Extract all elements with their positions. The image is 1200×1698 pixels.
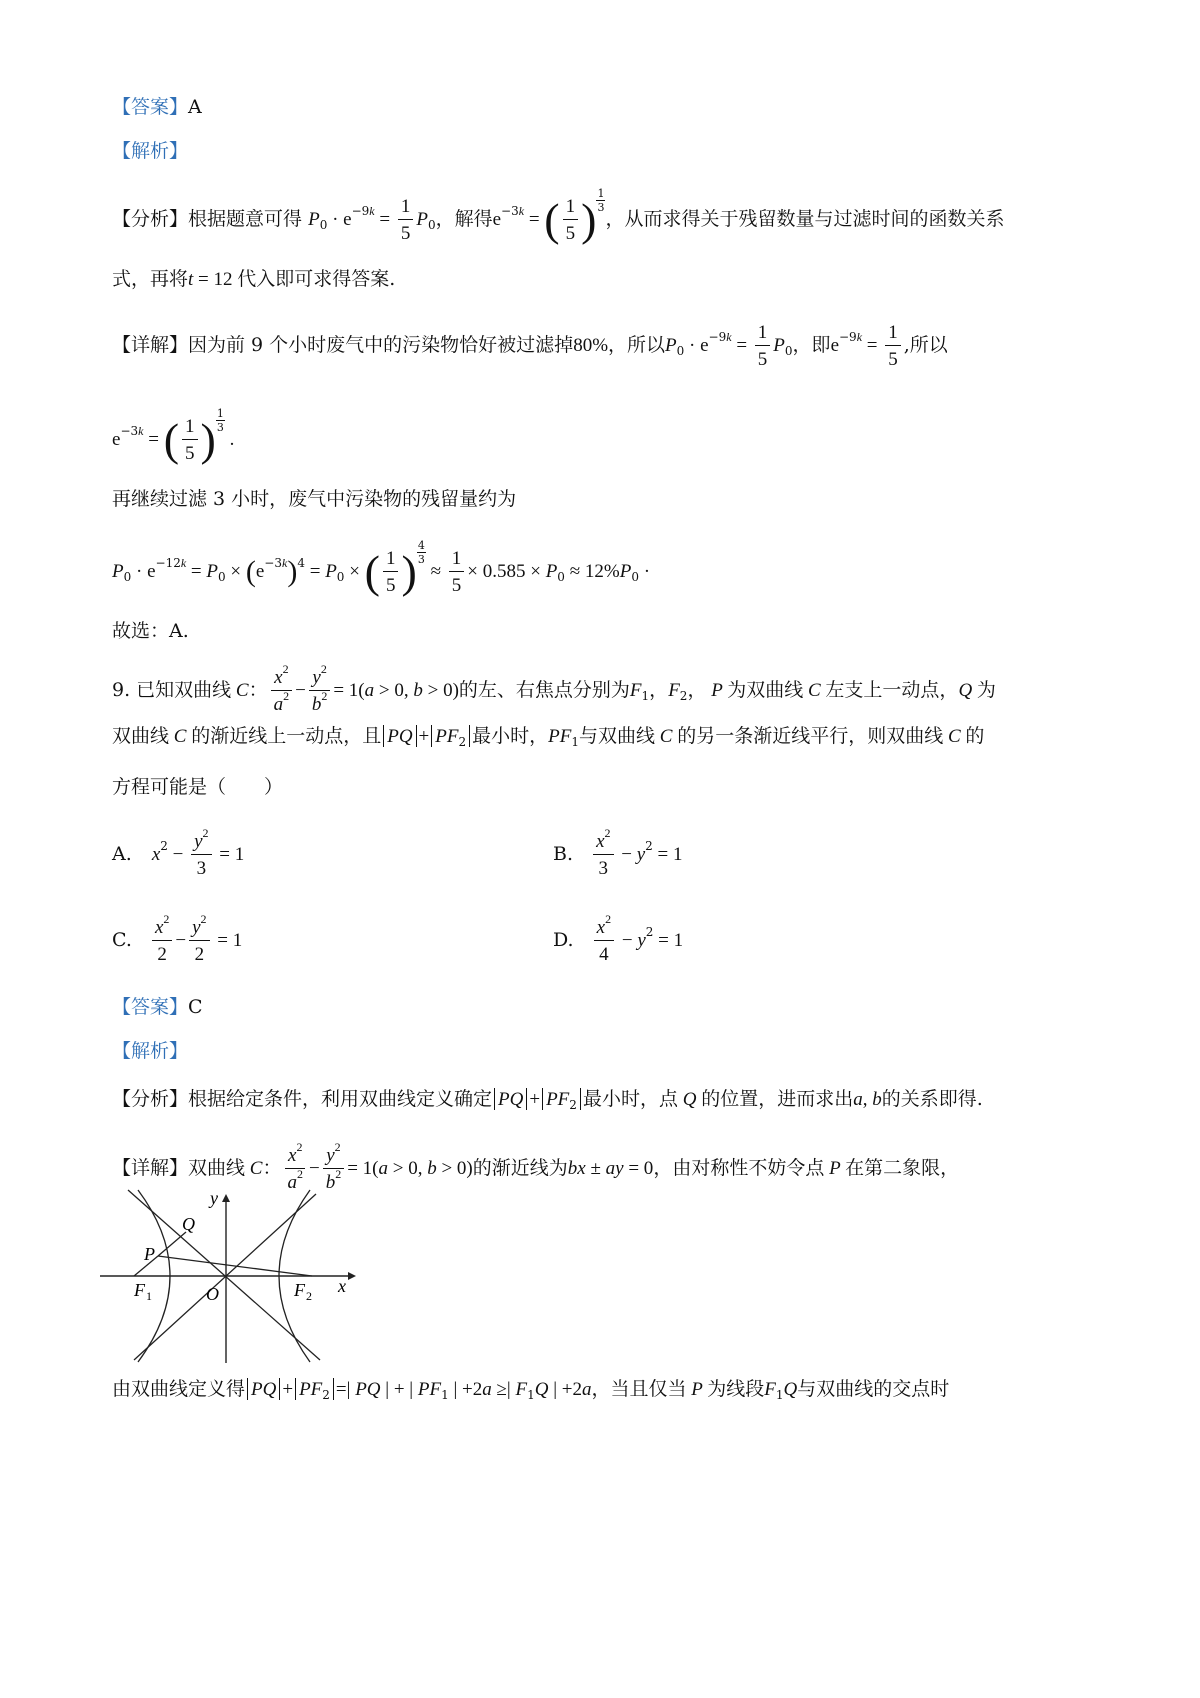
hyperbola-figure (98, 1188, 360, 1364)
stem-text: 左支上一动点， (825, 679, 959, 701)
asymptote-1 (128, 1190, 320, 1360)
answer-tag: 【答案】 (112, 996, 189, 1018)
stem-text: 最小时， (472, 725, 549, 747)
q9-stem-line-2: 双曲线 C 的渐近线上一动点，且 PQ + $PF_2$ 最小时，$PF_1$与双曲线 C 的另一条渐近线平行，则双曲线 C 的 (112, 725, 985, 749)
fenxi-text: 的关系即得. (881, 1088, 983, 1110)
segment-pq (158, 1232, 186, 1256)
percent: 80% (573, 335, 609, 356)
stem-text: 的 (965, 725, 985, 747)
detail-text: 的渐近线为 (472, 1157, 568, 1179)
segment-pf2 (158, 1256, 312, 1276)
detail-text: ，即 (792, 334, 831, 356)
fenxi-line-1: 【分析】根据题意可得 $P_0 \cdot e^{-9k}$ = $\frac{1}{5}$ $P_0$，解得$e^{-3k}$ = ( $\frac{1}{5}$ ) $\frac{1}{3}$ ，从而求得关于残留数量与过滤时间的函数关系 (112, 187, 1005, 245)
stem-text: 的渐近线上一动点，且 (191, 725, 382, 747)
label-x: x (338, 1276, 346, 1296)
stem-text: 方程可能是（ ） (112, 776, 284, 798)
y-axis-arrow (222, 1194, 230, 1202)
q9-stem-line-1: 9. 已知双曲线 C： $\frac{x^2}{a^2}$ − $\frac{y^2}{b^2}$ = 1(a > 0, b > 0)的左、右焦点分别为$F_1$，$F_2$， P 为双曲线 C 左支上一动点，Q 为 (112, 662, 996, 715)
label-f1-sub: 1 (146, 1289, 152, 1303)
option-a[interactable]: A. $x^2$ − $\frac{y^2}{3}$ = 1 (112, 826, 245, 879)
option-b[interactable]: B. $\frac{x^2}{3}$ − $y^2 = 1$ (553, 826, 683, 879)
x-axis-arrow (348, 1272, 356, 1280)
label-f2-sub: 2 (306, 1289, 312, 1303)
fenxi-tag: 【分析】 (112, 208, 189, 230)
label-q: Q (182, 1214, 195, 1234)
fenxi-text: 根据题意可得 (188, 208, 303, 230)
stem-text: 双曲线 (112, 725, 170, 747)
analysis-tag-q8 (112, 142, 188, 161)
detail-tag: 【详解】 (112, 334, 189, 356)
detail-text: ,所以 (903, 334, 948, 356)
last-text: 与双曲线的交点时 (797, 1378, 950, 1400)
detail-tag: 【详解】 (112, 1157, 189, 1179)
detail-text: 双曲线 (188, 1157, 246, 1179)
q9-fenxi-line: 【分析】根据给定条件，利用双曲线定义确定 PQ + $PF_2$ 最小时，点 Q 的位置，进而求出a, b的关系即得. (112, 1088, 983, 1112)
fenxi-text: 的位置，进而求出 (701, 1088, 854, 1110)
fraction: $\frac{1}{5}$ (398, 197, 414, 243)
label-f2: F (294, 1280, 305, 1300)
label-p: P (144, 1244, 155, 1264)
fenxi-text: ，从而求得关于残留数量与过滤时间的函数关系 (605, 208, 1005, 230)
label-o: O (206, 1284, 219, 1304)
detail-formula-e3k: $e^{-3k}$ = ( $\frac{1}{5}$ ) $\frac{1}{3}$ . (112, 407, 235, 465)
q9-detail-line: 【详解】双曲线 C： $\frac{x^2}{a^2}$ − $\frac{y^2}{b^2}$ = 1(a > 0, b > 0)的渐近线为bx ± ay = 0，由对称性不妨令点 P 在第二象限， (112, 1140, 960, 1193)
option-c[interactable]: C. $\frac{x^2}{2}$ − $\frac{y^2}{2}$ = 1 (112, 912, 243, 965)
detail-text: 因为前 9 个小时废气中的污染物恰好被过滤掉 (188, 334, 574, 356)
stem-text: 的左、右焦点分别为 (458, 679, 630, 701)
last-text: ，当且仅当 (591, 1378, 687, 1400)
analysis-tag-q9 (112, 1042, 188, 1061)
last-text: 由双曲线定义得 (112, 1378, 246, 1400)
answer-tag: 【答案】 (112, 96, 189, 118)
continue-line (112, 490, 516, 509)
analysis-tag: 【解析】 (112, 1040, 189, 1062)
option-label: D. (553, 929, 574, 951)
analysis-tag: 【解析】 (112, 140, 189, 162)
stem-text: 9. 已知双曲线 (112, 679, 232, 701)
fenxi-text: 根据给定条件，利用双曲线定义确定 (188, 1088, 493, 1110)
stem-text: 为双曲线 (727, 679, 804, 701)
fenxi-text: 最小时，点 (582, 1088, 678, 1110)
option-label: C. (112, 929, 132, 951)
fenxi-text: 式，再将 (112, 268, 189, 290)
answer-value: C (188, 996, 203, 1018)
option-label: A. (112, 843, 132, 865)
answer-value: A (188, 96, 202, 118)
detail-text: 在第二象限， (845, 1157, 960, 1179)
label-f1: F (134, 1280, 145, 1300)
stem-text: 的另一条渐近线平行，则双曲线 (677, 725, 944, 747)
conclusion-line (112, 622, 189, 641)
fenxi-line-2: 式，再将t = 12 代入即可求得答案. (112, 268, 396, 290)
residual-formula: $P_0 \cdot e^{-12k} = P_0 \times (e^{-3k})^4 = P_0$ × ( $\frac{1}{5}$ ) $\frac{4}{3}$ ≈ $\frac{1}{5}$ × $0.585 \times P_0 \approx 12\%P_0$ · (112, 539, 651, 597)
last-text: 为线段 (707, 1378, 765, 1400)
stem-text: 为 (976, 679, 996, 701)
fenxi-tag: 【分析】 (112, 1088, 189, 1110)
q9-stem-line-3 (112, 778, 283, 797)
label-y: y (210, 1188, 218, 1208)
detail-line-1: 【详解】因为前 9 个小时废气中的污染物恰好被过滤掉80%，所以$P_0 \cdot e^{-9k}$ = $\frac{1}{5}$ $P_0$，即$e^{-9k}$ = $\frac{1}{5}$ ,所以 (112, 322, 948, 370)
option-label: B. (553, 843, 574, 865)
option-d[interactable]: D. $\frac{x^2}{4}$ − $y^2 = 1$ (553, 912, 684, 965)
stem-text: 与双曲线 (579, 725, 656, 747)
answer-line-q9 (112, 998, 203, 1017)
detail-text: ，由对称性不妨令点 (653, 1157, 825, 1179)
answer-line-q8 (112, 98, 202, 117)
detail-text: ，所以 (608, 334, 666, 356)
q9-last-line: 由双曲线定义得 PQ + $PF_2$ =| PQ | + | $PF_1$ | +2a ≥| $F_1Q$ | +2a，当且仅当 P 为线段$F_1Q$与双曲线的交点时 (112, 1378, 950, 1402)
fenxi-text: ，解得 (435, 208, 493, 230)
conclusion-text: 故选：A. (112, 620, 189, 642)
fenxi-text: 代入即可求得答案. (237, 268, 396, 290)
continue-text: 再继续过滤 3 小时，废气中污染物的残留量约为 (112, 488, 517, 510)
